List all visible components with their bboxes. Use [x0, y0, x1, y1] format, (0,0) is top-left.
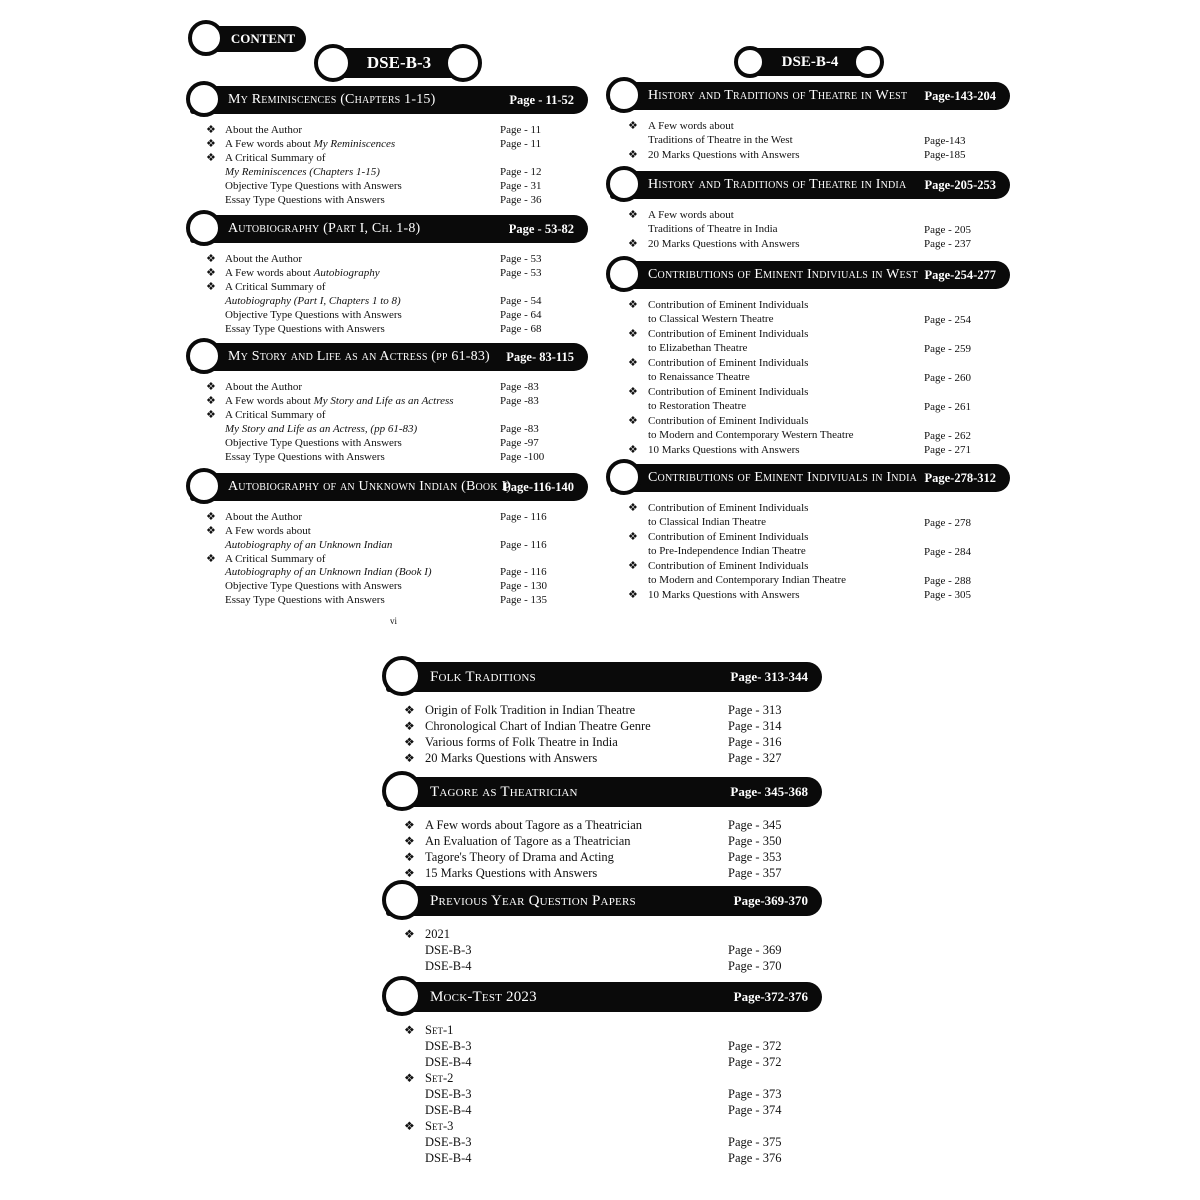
entry-page-number: Page - 53: [500, 267, 542, 280]
entry-text: Essay Type Questions with Answers: [225, 322, 385, 335]
toc-entry[interactable]: [182, 511, 588, 525]
entry-text: to Pre-Independence Indian Theatre: [648, 544, 806, 557]
diamond-bullet-icon: ❖: [206, 395, 216, 408]
entry-page-number: Page - 350: [728, 834, 782, 848]
entry-text: to Classical Indian Theatre: [648, 515, 767, 528]
diamond-bullet-icon: ❖: [404, 818, 415, 832]
toc-entry[interactable]: [370, 926, 822, 974]
toc-entry[interactable]: [370, 702, 822, 718]
diamond-bullet-icon: ❖: [404, 927, 415, 941]
section-circle-icon: [606, 166, 642, 202]
diamond-bullet-icon: ❖: [206, 124, 216, 136]
entry-text: My Story and Life as an Actress, (pp 61-83): [225, 422, 418, 435]
entry-text: 2021: [425, 927, 450, 941]
entry-text: A Few words about: [648, 120, 734, 132]
section-title: Contributions of Eminent Indiviuals in West: [648, 267, 918, 282]
toc-entry[interactable]: [182, 409, 588, 436]
toc-entry[interactable]: [602, 209, 1010, 236]
section-circle-icon: [606, 256, 642, 292]
entry-text: Set-1: [425, 1023, 454, 1037]
entry-text: DSE-B-4: [425, 959, 472, 973]
diamond-bullet-icon: ❖: [404, 751, 415, 765]
section-title: Autobiography (Part I, Ch. 1-8): [228, 221, 421, 236]
entry-page-number: Page - 260: [924, 371, 972, 384]
entry-text: Contribution of Eminent Individuals: [648, 502, 809, 514]
entry-page-number: Page - 375: [728, 1135, 782, 1149]
entry-text: Objective Type Questions with Answers: [225, 580, 402, 593]
entry-text: A Few words about My Story and Life as an Actress: [225, 395, 454, 408]
toc-entry[interactable]: [602, 238, 1010, 252]
entry-text: to Modern and Contemporary Indian Theatre: [648, 573, 847, 586]
entry-text: DSE-B-3: [425, 1039, 472, 1053]
toc-entry[interactable]: [182, 124, 588, 138]
section-circle-icon: [606, 77, 642, 113]
section-title: Autobiography of an Unknown Indian (Book I): [228, 479, 512, 494]
section-header-contributions-of-eminent-indiviuals-in-west: [610, 261, 1010, 289]
toc-entry[interactable]: [182, 253, 588, 267]
toc-entry[interactable]: [602, 120, 1010, 147]
section-header-mock-test-2023: [386, 982, 822, 1012]
entry-page-number: Page-143: [924, 134, 966, 147]
entry-page-number: Page - 288: [924, 574, 972, 587]
diamond-bullet-icon: ❖: [628, 238, 638, 250]
entry-text: Objective Type Questions with Answers: [225, 436, 402, 449]
entry-page-number: Page -83: [500, 422, 539, 435]
entry-text: to Classical Western Theatre: [648, 312, 774, 325]
entry-page-number: Page - 205: [924, 223, 972, 236]
entry-page-number: Page - 376: [728, 1151, 782, 1165]
entry-page-number: Page - 237: [924, 238, 972, 250]
diamond-bullet-icon: ❖: [206, 253, 216, 265]
entry-text: DSE-B-4: [425, 1055, 472, 1069]
section-header-my-reminiscences-chapters-1-15: [190, 86, 588, 114]
diamond-bullet-icon: ❖: [628, 328, 638, 340]
toc-entry[interactable]: [370, 750, 822, 766]
diamond-bullet-icon: ❖: [404, 834, 415, 848]
toc-entry[interactable]: [602, 560, 1010, 587]
entry-page-number: Page - 262: [924, 429, 972, 442]
toc-page-dse-b-3: [182, 14, 602, 626]
entry-text: A Few words about Tagore as a Theatrician: [425, 818, 643, 832]
entry-page-number: Page - 64: [500, 308, 542, 321]
entry-text: A Critical Summary of: [225, 281, 326, 294]
entry-page-number: Page -97: [500, 436, 539, 449]
entry-text: DSE-B-3: [425, 1087, 472, 1101]
entry-text: Essay Type Questions with Answers: [225, 594, 385, 607]
entry-page-number: Page - 316: [728, 735, 782, 749]
toc-entry[interactable]: [370, 817, 822, 833]
entry-text: A Few words about: [648, 209, 734, 221]
entry-text: Essay Type Questions with Answers: [225, 193, 385, 206]
diamond-bullet-icon: ❖: [206, 281, 216, 294]
diamond-bullet-icon: ❖: [628, 120, 638, 132]
entry-text: 20 Marks Questions with Answers: [648, 149, 800, 161]
entry-page-number: Page - 305: [924, 589, 972, 601]
diamond-bullet-icon: ❖: [628, 444, 638, 456]
toc-entry[interactable]: [182, 580, 588, 594]
toc-entry[interactable]: [182, 281, 588, 308]
toc-entry[interactable]: [182, 152, 588, 179]
section-page-range: Page - 53-82: [508, 221, 574, 236]
dse-b-4-label: DSE-B-4: [742, 48, 878, 76]
diamond-bullet-icon: ❖: [628, 149, 638, 161]
entry-text: An Evaluation of Tagore as a Theatrician: [425, 834, 631, 848]
dse-b-3-right-circle-icon: [444, 44, 482, 82]
section-page-range: Page-205-253: [924, 177, 996, 192]
section-page-range: Page-143-204: [924, 88, 996, 103]
entry-page-number: Page - 68: [500, 322, 542, 335]
entry-page-number: Page - 357: [728, 866, 782, 880]
entry-page-number: Page - 116: [500, 511, 547, 523]
diamond-bullet-icon: ❖: [206, 152, 216, 165]
entry-page-number: Page - 278: [924, 516, 972, 529]
entry-text: A Critical Summary of: [225, 409, 326, 422]
entry-page-number: Page - 373: [728, 1087, 782, 1101]
entry-text: to Modern and Contemporary Western Theatre: [648, 428, 854, 441]
toc-entry[interactable]: [602, 502, 1010, 529]
entry-text: DSE-B-3: [425, 943, 472, 957]
section-title: Tagore as Theatrician: [430, 783, 578, 800]
dse-b-4-right-circle-icon: [852, 46, 884, 78]
diamond-bullet-icon: ❖: [628, 415, 638, 427]
section-header-autobiography-of-an-unknown-indian-book-i: [190, 473, 588, 501]
toc-page-dse-b-4: [602, 40, 1020, 610]
entry-page-number: Page -83: [500, 381, 539, 393]
entry-page-number: Page -83: [500, 395, 539, 408]
diamond-bullet-icon: ❖: [206, 138, 216, 151]
entry-page-number: Page - 54: [500, 294, 542, 307]
dse-b-3-left-circle-icon: [314, 44, 352, 82]
toc-entry[interactable]: [370, 865, 822, 881]
diamond-bullet-icon: ❖: [628, 357, 638, 369]
content-label: CONTENT: [198, 26, 306, 52]
section-circle-icon: [186, 210, 222, 246]
toc-entry[interactable]: [182, 138, 588, 152]
entry-text: Various forms of Folk Theatre in India: [425, 735, 618, 749]
diamond-bullet-icon: ❖: [628, 560, 638, 572]
entry-text: A Few words about: [225, 525, 311, 538]
entry-text: DSE-B-4: [425, 1103, 472, 1117]
diamond-bullet-icon: ❖: [404, 703, 415, 717]
toc-entry[interactable]: [602, 415, 1010, 442]
diamond-bullet-icon: ❖: [404, 850, 415, 864]
section-title: Previous Year Question Papers: [430, 892, 636, 909]
entry-text: About the Author: [225, 511, 302, 523]
entry-text: About the Author: [225, 381, 302, 393]
entry-text: to Restoration Theatre: [648, 399, 747, 412]
toc-entry[interactable]: [370, 718, 822, 734]
diamond-bullet-icon: ❖: [404, 866, 415, 880]
entry-page-number: Page - 271: [924, 444, 972, 456]
toc-entry[interactable]: [370, 734, 822, 750]
entry-text: DSE-B-3: [425, 1135, 472, 1149]
section-header-previous-year-question-papers: [386, 886, 822, 916]
section-header-history-and-traditions-of-theatre-in-west: [610, 82, 1010, 110]
entry-page-number: Page - 116: [500, 566, 547, 579]
toc-entry[interactable]: [182, 194, 588, 208]
entry-text: Contribution of Eminent Individuals: [648, 299, 809, 311]
entry-text: to Renaissance Theatre: [648, 370, 750, 383]
toc-entry[interactable]: [182, 553, 588, 580]
entry-page-number: Page - 353: [728, 850, 782, 864]
entry-text: Traditions of Theatre in the West: [648, 133, 793, 146]
entry-text: Essay Type Questions with Answers: [225, 450, 385, 463]
entry-text: Set-3: [425, 1119, 454, 1133]
diamond-bullet-icon: ❖: [206, 381, 216, 393]
diamond-bullet-icon: ❖: [404, 1071, 415, 1085]
diamond-bullet-icon: ❖: [206, 552, 216, 565]
section-circle-icon: [382, 976, 422, 1016]
entry-text: Origin of Folk Tradition in Indian Theatre: [425, 703, 636, 717]
diamond-bullet-icon: ❖: [404, 719, 415, 733]
toc-entry[interactable]: [370, 1118, 822, 1166]
diamond-bullet-icon: ❖: [404, 735, 415, 749]
entry-page-number: Page - 314: [728, 719, 782, 733]
toc-entry[interactable]: [602, 386, 1010, 413]
content-circle-icon: [188, 20, 224, 56]
work-title: Autobiography: [313, 267, 380, 280]
section-title: History and Traditions of Theatre in West: [648, 88, 908, 103]
entry-text: About the Author: [225, 124, 302, 136]
entry-text: About the Author: [225, 253, 302, 265]
toc-entry[interactable]: [602, 328, 1010, 355]
diamond-bullet-icon: ❖: [404, 1119, 415, 1133]
section-title: Folk Traditions: [430, 668, 536, 685]
entry-text: 20 Marks Questions with Answers: [648, 238, 800, 250]
entry-page-number: Page - 135: [500, 594, 548, 607]
toc-entry[interactable]: [602, 299, 1010, 326]
entry-page-number: Page - 11: [500, 138, 542, 151]
toc-entry[interactable]: [602, 531, 1010, 558]
diamond-bullet-icon: ❖: [628, 502, 638, 514]
entry-page-number: Page - 345: [728, 818, 782, 832]
work-title: My Story and Life as an Actress: [313, 395, 454, 408]
section-title: Mock-Test 2023: [430, 988, 537, 1005]
section-page-range: Page- 313-344: [730, 669, 808, 684]
entry-page-number: Page - 11: [500, 124, 542, 136]
dse-b-3-label: DSE-B-3: [322, 48, 476, 78]
toc-entry[interactable]: [182, 451, 588, 465]
section-header-my-story-and-life-as-an-actress-pp-61-83: [190, 343, 588, 371]
entry-text: A Few words about My Reminiscences: [225, 138, 396, 151]
entry-page-number: Page - 36: [500, 193, 542, 206]
section-circle-icon: [606, 459, 642, 495]
entry-page-number: Page - 284: [924, 545, 972, 558]
entry-text: A Critical Summary of: [225, 552, 326, 565]
entry-text: Contribution of Eminent Individuals: [648, 560, 809, 572]
section-page-range: Page- 83-115: [506, 349, 574, 364]
diamond-bullet-icon: ❖: [628, 209, 638, 221]
entry-page-number: Page - 116: [500, 538, 547, 551]
entry-text: Objective Type Questions with Answers: [225, 308, 402, 321]
toc-entry[interactable]: [370, 833, 822, 849]
toc-entry[interactable]: [370, 1022, 822, 1070]
entry-text: Traditions of Theatre in India: [648, 222, 778, 235]
diamond-bullet-icon: ❖: [628, 531, 638, 543]
section-page-range: Page- 345-368: [730, 784, 808, 799]
section-header-history-and-traditions-of-theatre-in-india: [610, 171, 1010, 199]
entry-text: A Few words about Autobiography: [225, 267, 380, 280]
section-page-range: Page-116-140: [503, 479, 574, 494]
toc-entry[interactable]: [182, 309, 588, 323]
toc-entry[interactable]: [370, 1070, 822, 1118]
toc-entry[interactable]: [182, 395, 588, 409]
entry-text: Objective Type Questions with Answers: [225, 179, 402, 192]
entry-page-number: Page - 313: [728, 703, 782, 717]
entry-page-number: Page - 31: [500, 179, 542, 192]
entry-page-number: Page-185: [924, 149, 966, 161]
diamond-bullet-icon: ❖: [206, 409, 216, 422]
entry-text: Set-2: [425, 1071, 454, 1085]
section-header-tagore-as-theatrician: [386, 777, 822, 807]
entry-text: A Critical Summary of: [225, 152, 326, 165]
section-circle-icon: [186, 338, 222, 374]
diamond-bullet-icon: ❖: [206, 525, 216, 538]
toc-entry[interactable]: [370, 849, 822, 865]
toc-entry[interactable]: [182, 323, 588, 337]
entry-page-number: Page -100: [500, 450, 545, 463]
entry-text: Contribution of Eminent Individuals: [648, 357, 809, 369]
section-page-range: Page-369-370: [733, 893, 808, 908]
entry-page-number: Page - 53: [500, 253, 542, 265]
toc-entry[interactable]: [182, 437, 588, 451]
section-circle-icon: [186, 468, 222, 504]
entry-page-number: Page - 12: [500, 165, 542, 178]
entry-text: Autobiography of an Unknown Indian: [225, 538, 393, 551]
section-circle-icon: [186, 81, 222, 117]
entry-text: Autobiography of an Unknown Indian (Book I): [225, 566, 432, 579]
section-header-folk-traditions: [386, 662, 822, 692]
diamond-bullet-icon: ❖: [404, 1023, 415, 1037]
entry-page-number: Page - 369: [728, 943, 782, 957]
section-page-range: Page-278-312: [924, 470, 996, 485]
toc-entry[interactable]: [182, 381, 588, 395]
entry-text: Chronological Chart of Indian Theatre Genre: [425, 719, 651, 733]
section-page-range: Page-372-376: [733, 989, 808, 1004]
toc-page-extra: [370, 630, 832, 1190]
entry-page-number: Page - 372: [728, 1039, 782, 1053]
section-title: Contributions of Eminent Indiviuals in India: [648, 470, 918, 485]
diamond-bullet-icon: ❖: [628, 299, 638, 311]
entry-text: My Reminiscences (Chapters 1-15): [225, 165, 380, 178]
section-header-autobiography-part-i-ch-1-8: [190, 215, 588, 243]
toc-entry[interactable]: [182, 594, 588, 608]
toc-entry[interactable]: [602, 149, 1010, 163]
section-page-range: Page-254-277: [924, 267, 996, 282]
entry-text: 10 Marks Questions with Answers: [648, 589, 800, 601]
section-circle-icon: [382, 880, 422, 920]
entry-page-number: Page - 130: [500, 580, 548, 593]
toc-entry[interactable]: [602, 357, 1010, 384]
section-page-range: Page - 11-52: [509, 92, 574, 107]
entry-page-number: Page - 374: [728, 1103, 782, 1117]
toc-entry[interactable]: [182, 180, 588, 194]
entry-text: DSE-B-4: [425, 1151, 472, 1165]
toc-entry[interactable]: [182, 525, 588, 552]
entry-page-number: Page - 370: [728, 959, 782, 973]
toc-entry[interactable]: [602, 444, 1010, 458]
page-folio: vi: [390, 616, 398, 626]
entry-text: Contribution of Eminent Individuals: [648, 531, 809, 543]
section-circle-icon: [382, 771, 422, 811]
diamond-bullet-icon: ❖: [628, 589, 638, 601]
entry-page-number: Page - 261: [924, 400, 972, 413]
dse-b-4-left-circle-icon: [734, 46, 766, 78]
section-title: History and Traditions of Theatre in India: [648, 177, 907, 192]
entry-page-number: Page - 259: [924, 342, 972, 355]
diamond-bullet-icon: ❖: [206, 511, 216, 523]
section-header-contributions-of-eminent-indiviuals-in-india: [610, 464, 1010, 492]
entry-text: 20 Marks Questions with Answers: [425, 751, 598, 765]
entry-text: Autobiography (Part I, Chapters 1 to 8): [225, 294, 401, 307]
entry-page-number: Page - 254: [924, 313, 972, 326]
toc-entry[interactable]: [602, 589, 1010, 603]
work-title: My Reminiscences: [313, 138, 396, 151]
entry-text: Tagore's Theory of Drama and Acting: [425, 850, 614, 864]
section-circle-icon: [382, 656, 422, 696]
entry-page-number: Page - 327: [728, 751, 782, 765]
toc-entry[interactable]: [182, 267, 588, 281]
entry-text: Contribution of Eminent Individuals: [648, 415, 809, 427]
entry-text: Contribution of Eminent Individuals: [648, 328, 809, 340]
diamond-bullet-icon: ❖: [628, 386, 638, 398]
section-title: My Reminiscences (Chapters 1-15): [228, 92, 436, 107]
entry-page-number: Page - 372: [728, 1055, 782, 1069]
entry-text: Contribution of Eminent Individuals: [648, 386, 809, 398]
entry-text: 15 Marks Questions with Answers: [425, 866, 598, 880]
entry-text: 10 Marks Questions with Answers: [648, 444, 800, 456]
diamond-bullet-icon: ❖: [206, 267, 216, 280]
entry-text: to Elizabethan Theatre: [648, 341, 748, 354]
section-title: My Story and Life as an Actress (pp 61-83): [228, 349, 490, 364]
